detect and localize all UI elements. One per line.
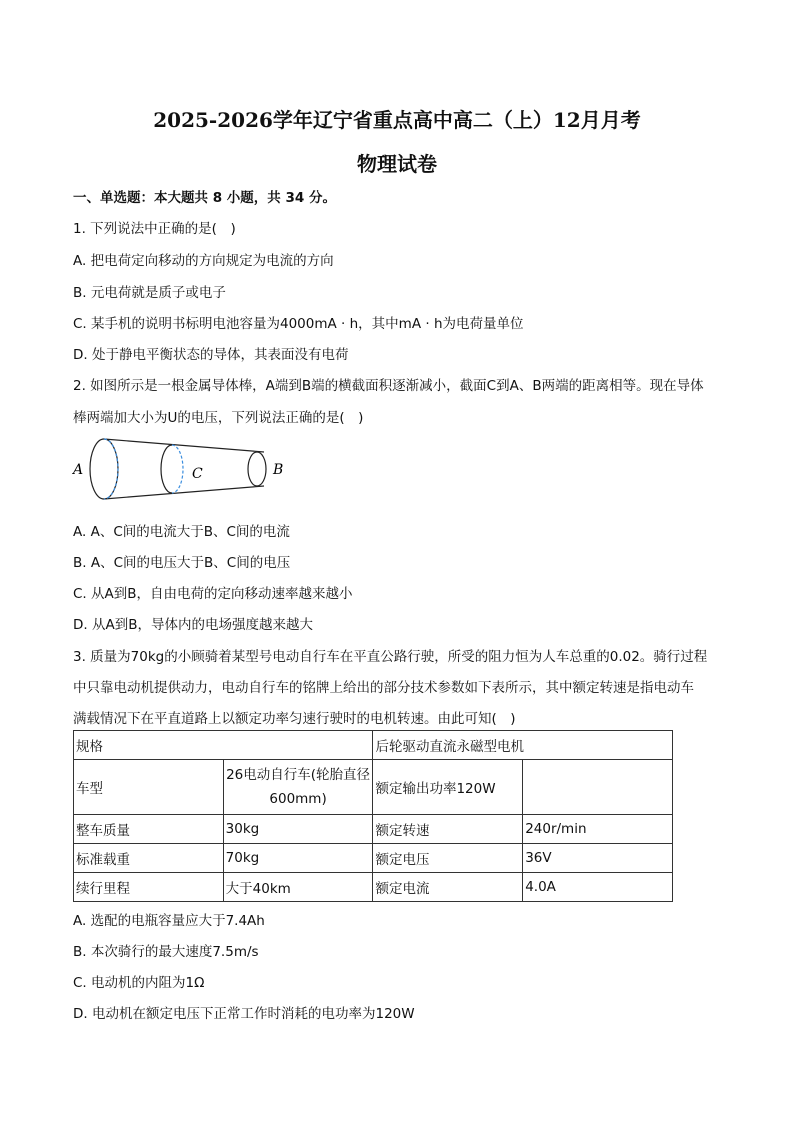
q1-option-b: B. 元电荷就是质子或电子 (73, 285, 226, 301)
rod-top-edge (104, 439, 264, 452)
q3-stem-line2: 中只靠电动机提供动力，电动自行车的铭牌上给出的部分技术参数如下表所示，其中额定转速是指电动车 (73, 680, 694, 696)
table-row (74, 815, 673, 844)
q3-option-b: B. 本次骑行的最大速度7.5m/s (73, 944, 259, 960)
conductor-rod-figure (68, 430, 298, 510)
end-b-outline (248, 452, 266, 486)
q2-stem-line2: 棒两端加大小为U的电压，下列说法正确的是( ) (73, 410, 364, 426)
rod-bottom-edge (104, 486, 264, 499)
section-c-front (161, 445, 172, 493)
table-cell: 规格 (74, 731, 373, 760)
q3-option-a: A. 选配的电瓶容量应大于7.4Ah (73, 913, 265, 929)
table-cell: 标准载重 (74, 844, 224, 873)
table-cell: 续行里程 (74, 873, 224, 902)
table-row (74, 760, 673, 815)
q3-stem-line1: 3. 质量为70kg的小顾骑着某型号电动自行车在平直公路行驶，所受的阻力恒为人车总重的0.02。骑行过程 (73, 649, 708, 665)
table-cell: 30kg (223, 815, 373, 844)
motor-spec-table (73, 730, 673, 902)
table-cell: 后轮驱动直流永磁型电机 (373, 731, 673, 760)
table-cell: 26电动自行车(轮胎直径600mm) (223, 760, 373, 815)
label-c: C (192, 466, 203, 482)
q3-option-d: D. 电动机在额定电压下正常工作时消耗的电功率为120W (73, 1006, 415, 1022)
table-cell: 36V (523, 844, 673, 873)
exam-subtitle: 物理试卷 (357, 152, 437, 176)
table-row (74, 844, 673, 873)
table-cell: 额定输出功率120W (373, 760, 523, 815)
end-a-hidden-edge (104, 439, 118, 499)
table-cell: 240r/min (523, 815, 673, 844)
table-cell: 额定电流 (373, 873, 523, 902)
table-cell: 70kg (223, 844, 373, 873)
q2-option-d: D. 从A到B，导体内的电场强度越来越大 (73, 617, 313, 633)
table-cell (523, 760, 673, 815)
q2-option-a: A. A、C间的电流大于B、C间的电流 (73, 524, 290, 540)
q3-option-c: C. 电动机的内阻为1Ω (73, 975, 205, 991)
q1-option-c: C. 某手机的说明书标明电池容量为4000mA · h，其中mA · h为电荷量单位 (73, 316, 524, 332)
section-heading: 一、单选题：本大题共 8 小题，共 34 分。 (73, 190, 336, 206)
table-cell: 车型 (74, 760, 224, 815)
q3-stem-line3: 满载情况下在平直道路上以额定功率匀速行驶时的电机转速。由此可知( ) (73, 711, 516, 727)
q1-option-a: A. 把电荷定向移动的方向规定为电流的方向 (73, 253, 334, 269)
q2-option-c: C. 从A到B，自由电荷的定向移动速率越来越小 (73, 586, 353, 602)
table-cell: 整车质量 (74, 815, 224, 844)
table-cell: 大于40km (223, 873, 373, 902)
table-row (74, 873, 673, 902)
table-row (74, 731, 673, 760)
exam-title: 2025-2026学年辽宁省重点高中高二（上）12月月考 (153, 108, 641, 132)
q1-option-d: D. 处于静电平衡状态的导体，其表面没有电荷 (73, 347, 349, 363)
section-c-back (172, 445, 183, 493)
q2-stem-line1: 2. 如图所示是一根金属导体棒，A端到B端的横截面积逐渐减小，截面C到A、B两端的距离相等。现在导体 (73, 378, 704, 394)
label-a: A (73, 462, 84, 478)
q2-option-b: B. A、C间的电压大于B、C间的电压 (73, 555, 291, 571)
table-cell: 额定转速 (373, 815, 523, 844)
label-b: B (273, 462, 284, 478)
table-cell: 4.0A (523, 873, 673, 902)
table-cell: 额定电压 (373, 844, 523, 873)
q1-stem: 1. 下列说法中正确的是( ) (73, 221, 236, 237)
